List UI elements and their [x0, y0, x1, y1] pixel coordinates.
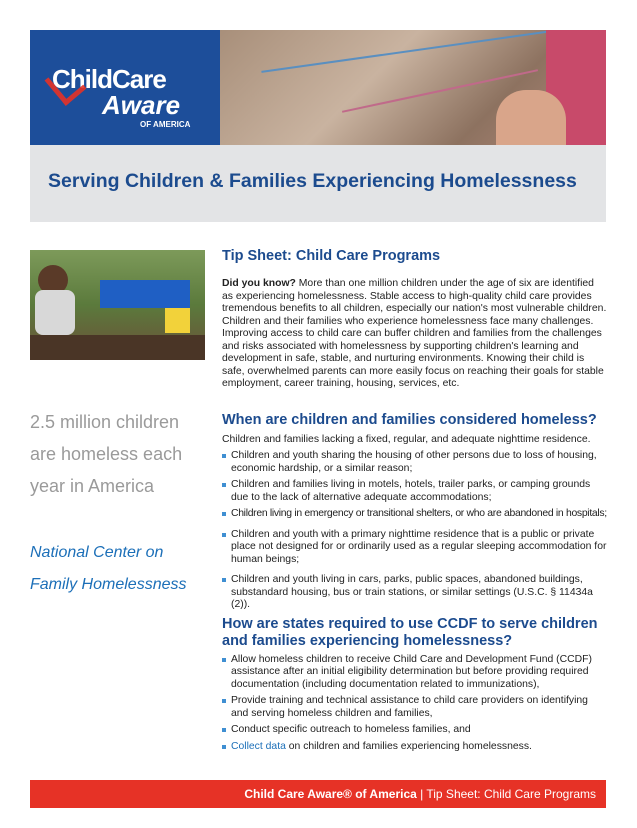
footer-separator: |	[416, 787, 427, 801]
list-item: Children and youth sharing the housing of other persons due to loss of housing, economic hardship, or a similar reason;	[222, 450, 607, 475]
list-item: Children and youth with a primary nighttime residence that is a public or private place not designed for or ordinarily used as a regular sleeping accommodation for human beings;	[222, 529, 607, 567]
statistic-source: National Center on Family Homelessness	[30, 544, 187, 593]
logo-line2: Aware	[102, 90, 181, 120]
logo	[30, 30, 220, 145]
section1-list	[222, 450, 607, 612]
intro-paragraph	[222, 278, 607, 391]
section2-heading: How are states required to use CCDF to serve children and families experiencing homelessness?	[222, 615, 598, 649]
tip-sheet-heading: Tip Sheet: Child Care Programs	[222, 248, 441, 264]
collect-data-link[interactable]: Collect data	[231, 740, 286, 752]
main-column	[222, 248, 607, 757]
list-item: Children living in emergency or transitional shelters, or who are abandoned in hospitals;	[222, 508, 607, 521]
section1-heading: When are children and families considered homeless?	[222, 411, 597, 428]
list-item: Allow homeless children to receive Child Care and Development Fund (CCDF) assistance after an initial eligibility determination but before providing required documentation (including documentation related to immunizations),	[222, 654, 607, 692]
child-photo	[30, 250, 205, 360]
list-item-text: on children and families experiencing homelessness.	[285, 740, 532, 752]
page-title: Serving Children & Families Experiencing Homelessness	[48, 170, 577, 192]
list-item: Children and families living in motels, hotels, trailer parks, or camping grounds due to the lack of alternative adequate accommodations;	[222, 479, 607, 504]
logo-line3: OF AMERICA	[140, 120, 191, 129]
list-item: Children and youth living in cars, parks, public spaces, abandoned buildings, substandard housing, bus or train stations, or similar settings (U.S.C. § 11434a (2)).	[222, 574, 607, 612]
list-item: Conduct specific outreach to homeless families, and	[222, 724, 607, 737]
list-item: Provide training and technical assistance to child care providers on identifying and serving homeless children and families,	[222, 695, 607, 720]
logo-line1: ChildCare	[52, 64, 166, 94]
footer-bar	[30, 780, 606, 808]
intro-lead: Did you know?	[222, 278, 296, 289]
footer-doc-title: Tip Sheet: Child Care Programs	[426, 787, 596, 801]
statistic-callout: 2.5 million children are homeless each year in America	[30, 412, 183, 496]
list-item	[222, 741, 607, 754]
section2-list	[222, 654, 607, 754]
section1-lead: Children and families lacking a fixed, regular, and adequate nighttime residence.	[222, 433, 591, 445]
footer-brand: Child Care Aware® of America	[244, 787, 417, 801]
intro-text: More than one million children under the age of six are identified as experiencing homelessness. Stable access to high-quality child care provides tremendous benefits to all children, especially our nation's most vulnerable children. Children and their families who experience homelessness face many challenges. Improving access to child care can buffer children and families from the challenges and risks associated with homelessness by supporting children's learning and development in safe, stable, and nurturing environments. Knowing their child is safe, overwhelmed parents can more easily focus on reaching their goals for stable employment, career training, housing, services, etc.	[222, 278, 607, 389]
header-photo	[220, 30, 606, 145]
